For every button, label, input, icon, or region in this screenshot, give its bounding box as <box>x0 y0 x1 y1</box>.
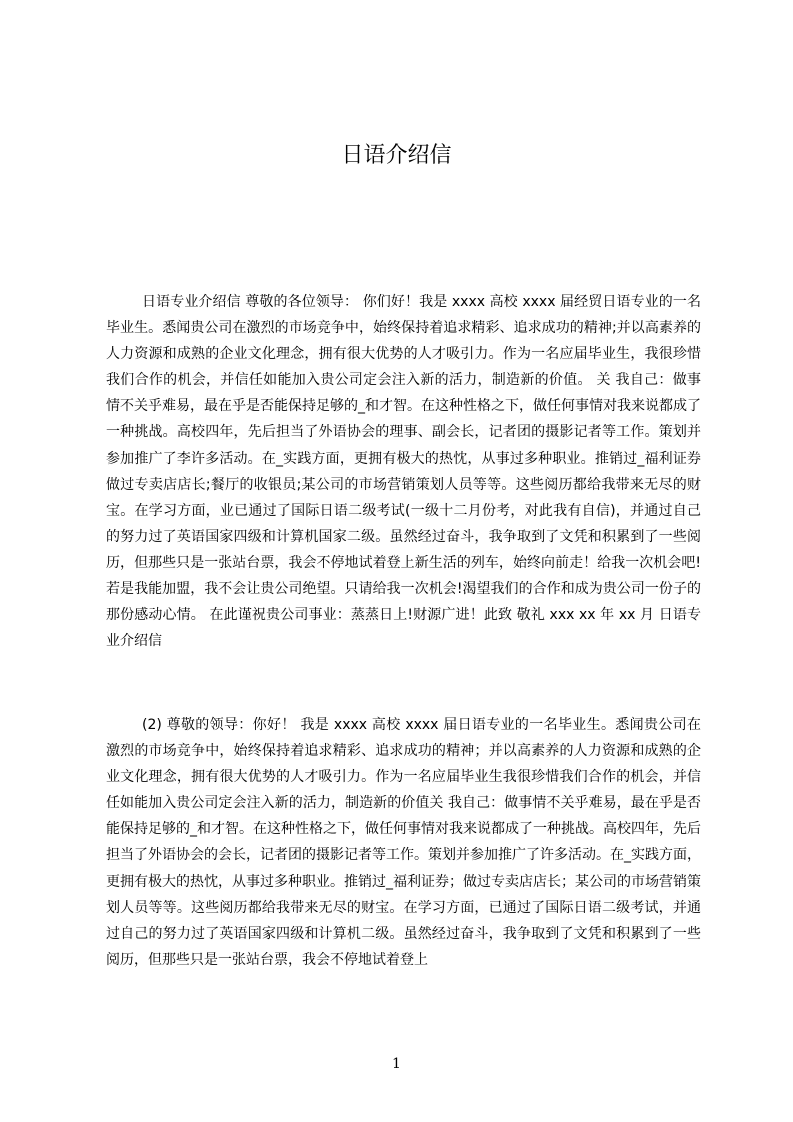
document-title: 日语介绍信 <box>341 143 452 168</box>
page-number: 1 <box>392 1056 401 1072</box>
body-paragraph-1: 日语专业介绍信 尊敬的各位领导： 你们好！我是 xxxx 高校 xxxx 届经贸日语专业的一名毕业生。悉闻贵公司在激烈的市场竞争中，始终保持着追求精彩、追求成功的精神;并以高素养的人力资源和成熟的企业文化理念，拥有很大优势的人才吸引力。作为一名应届毕业生，我很珍惜我们合作的机会，并信任如能加入贵公司定会注入新的活力，制造新的价值。 关 我自己：做事情不关乎难易，最在乎是否能保持足够的_和才智。在这种性格之下，做任何事情对我来说都成了一种挑战。高校四年，先后担当了外语协会的理事、副会长，记者团的摄影记者等工作。策划并参加推广了李许多活动。在_实践方面，更拥有极大的热忱，从事过多种职业。推销过_福利证券做过专卖店店长;餐厅的收银员;某公司的市场营销策划人员等等。这些阅历都给我带来无尽的财宝。在学习方面，业已通过了国际日语二级考试(一级十二月份考，对此我有自信)，并通过自己的努力过了英语国家四级和计算机国家二级。虽然经过奋斗，我争取到了文凭和积累到了一些阅历，但那些只是一张站台票，我会不停地试着登上新生活的列车，始终向前走！给我一次机会吧!若是我能加盟，我不会让贵公司绝望。只请给我一次机会!渴望我们的合作和成为贵公司一份子的那份感动心情。 在此谨祝贵公司事业：蒸蒸日上!财源广进！此致 敬礼 xxx xx 年 xx 月 日语专业介绍信 <box>106 294 701 650</box>
body-paragraph-2: (2) 尊敬的领导：你好！ 我是 xxxx 高校 xxxx 届日语专业的一名毕业生。悉闻贵公司在激烈的市场竞争中，始终保持着追求精彩、追求成功的精神；并以高素养的人力资源和成熟的企业文化理念，拥有很大优势的人才吸引力。作为一名应届毕业生我很珍惜我们合作的机会，并信任如能加入贵公司定会注入新的活力，制造新的价值关 我自己：做事情不关乎难易，最在乎是否能保持足够的_和才智。在这种性格之下，做任何事情对我来说都成了一种挑战。高校四年，先后担当了外语协会的会长，记者团的摄影记者等工作。策划并参加推广了许多活动。在_实践方面，更拥有极大的热忱，从事过多种职业。推销过_福利证券；做过专卖店店长；某公司的市场营销策划人员等等。这些阅历都给我带来无尽的财宝。在学习方面，已通过了国际日语二级考试，并通过自己的努力过了英语国家四级和计算机二级。虽然经过奋斗，我争取到了文凭和积累到了一些阅历，但那些只是一张站台票，我会不停地试着登上 <box>106 717 701 968</box>
